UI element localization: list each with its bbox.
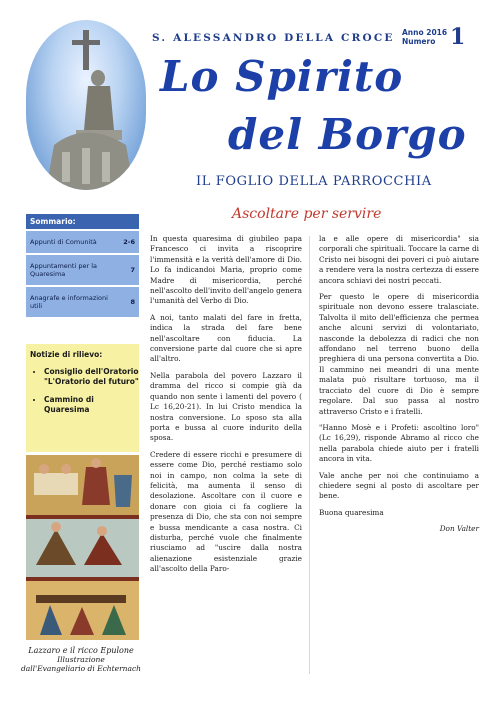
masthead-subtitle: IL FOGLIO DELLA PARROCCHIA <box>196 174 432 189</box>
issue-info <box>402 28 447 46</box>
article-column-2 <box>319 234 479 535</box>
article-paragraph: la e alle opere di misericordia" sia corporali che spirituali. Toccare la carne di Cristo nei bisogni dei poveri ci può aiutare a rendere vera la nostra certezza di essere ancora schiavi dei nostri peccati. <box>319 234 479 285</box>
summary-box <box>26 214 139 317</box>
highlights-list <box>26 367 139 415</box>
masthead-title-line1: Lo Spirito <box>160 52 404 101</box>
highlight-item: • Consiglio dell'Oratorio "L'Oratorio del futuro" <box>44 367 139 387</box>
masthead-title-line2: del Borgo <box>228 110 467 159</box>
summary-item[interactable] <box>26 253 139 285</box>
summary-item-page: 8 <box>130 298 135 306</box>
article-paragraph: "Hanno Mosè e i Profeti: ascoltino loro" (Lc 16,29), risponde Abramo al ricco che nella parabola chiede aiuto per i fratelli ancora in vita. <box>319 422 479 464</box>
highlight-item: • Cammino di Quaresima <box>44 395 139 415</box>
article-paragraph: In questa quaresima di giubileo papa Francesco ci invita a riscoprire l'immensità e la verità dell'amore di Dio. Lo fa indicandoi Maria, proprio come Madre di misericordia, perché nell'ascolto dell'invito dell'angelo genera l'umanità del Verbo di Dio. <box>150 234 302 306</box>
highlights-heading: Notizie di rilievo: <box>30 350 103 359</box>
summary-item[interactable] <box>26 229 139 253</box>
issue-label: Numero <box>402 37 436 46</box>
article-column-1 <box>150 234 302 581</box>
parish-name: S. ALESSANDRO DELLA CROCE <box>152 32 395 44</box>
summary-item[interactable] <box>26 285 139 317</box>
summary-heading: Sommario: <box>26 214 139 229</box>
article-signature: Don Valter <box>439 524 479 534</box>
summary-item-page: 7 <box>130 266 135 274</box>
manuscript-illustration <box>26 455 139 640</box>
summary-item-label: Appuntamenti per la Quaresima <box>30 262 97 278</box>
summary-item-page: 2-6 <box>123 238 135 246</box>
caption-title: Lazzaro e il ricco Epulone <box>28 646 134 655</box>
issue-year: Anno 2016 <box>402 28 448 37</box>
highlights-box <box>26 344 139 452</box>
column-divider <box>309 236 310 674</box>
article-paragraph: Vale anche per noi che continuiamo a chiedere segni al posto di ascoltare per bene. <box>319 470 479 501</box>
illustration-caption <box>20 646 142 673</box>
article-paragraph: Buona quaresima <box>319 507 384 517</box>
summary-item-label: Anagrafe e informazioni utili <box>30 294 108 310</box>
summary-item-label: Appunti di Comunità <box>30 238 97 246</box>
church-statue-photo <box>26 20 146 190</box>
article-paragraph: Credere di essere ricchi e presumere di essere come Dio, perché restiamo solo noi in campo, non colma la sete di felicità, ma aumenta il senso di desolazione. Ascoltare con il cuore e donare con gioia ci fa cogliere la presenza di Dio, che sta con noi sempre e bussa mendicante a casa nostra. Ci disturba, perché vuole che finalmente riusciamo ad "uscire dalla nostra alienazione esistenziale grazie all'ascolto della Paro- <box>150 449 302 574</box>
article-paragraph: Nella parabola del povero Lazzaro il dramma del ricco si compie già da quando non sente i lamenti del povero ( Lc 16,20-21). In lui Cristo mendica la nostra conversione. Lo sposo sta alla porta e bussa al cuore indurito della sposa. <box>150 370 302 443</box>
article-paragraph: Per questo le opere di misericordia spirituale non devono essere tralasciate. Talvolta il mito dell'efficienza che permea anche alcuni servizi di volontariato, nasconde la debolezza di radici che non affondano nel terreno buono della preghiera di una persona convertita a Dio. Il cammino nei meandri di una mente malata può risultare tortuoso, ma il tracciato del cuore di Dio è sempre regolare. Dal suo passa al nostro attraverso Cristo e i fratelli. <box>319 292 479 416</box>
article-paragraph: A noi, tanto malati del fare in fretta, indica la strada del fare bene nell'ascoltare con fiducia. La conversione parte dal cuore che si apre all'altro. <box>150 312 302 364</box>
issue-number: 1 <box>450 24 466 50</box>
caption-line: dall'Evangeliario di Echternach <box>21 664 141 673</box>
article-title: Ascoltare per servire <box>232 206 382 222</box>
caption-line: Illustrazione <box>57 655 105 664</box>
